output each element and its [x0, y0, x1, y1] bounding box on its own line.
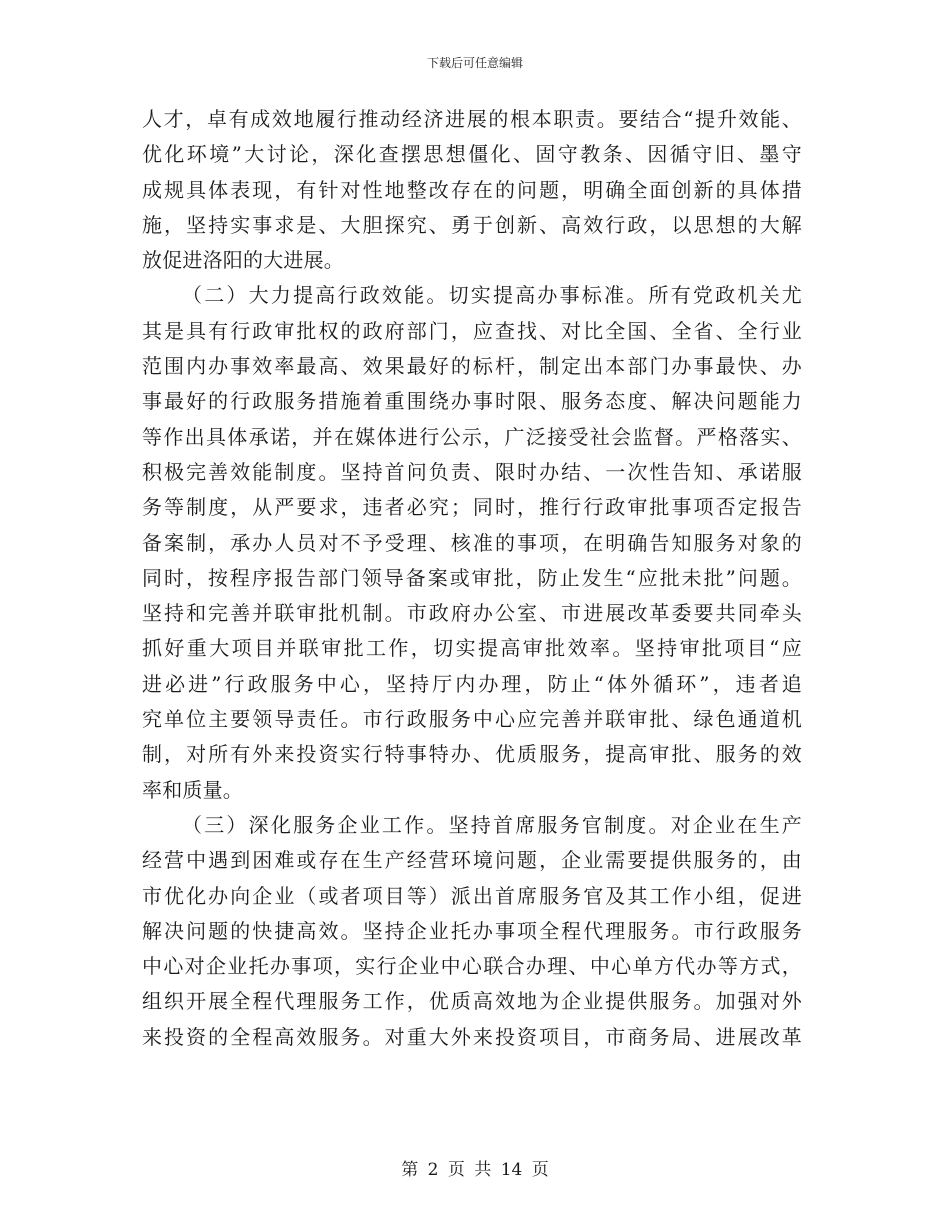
- text-line: 市优化办向企业（或者项目等）派出首席服务官及其工作小组，促进: [142, 883, 802, 908]
- text-line: 抓好重大项目并联审批工作，切实提高审批效率。坚持审批项目“应: [142, 636, 802, 661]
- text-line: 率和质量。: [142, 777, 243, 802]
- text-line: 务等制度，从严要求，违者必究；同时，推行行政审批事项否定报告: [142, 495, 802, 520]
- text-line: 究单位主要领导责任。市行政服务中心应完善并联审批、绿色通道机: [142, 707, 802, 732]
- text-line: 事最好的行政服务措施着重围绕办事时限、服务态度、解决问题能力: [142, 389, 802, 414]
- document-body: [142, 102, 802, 1055]
- text-line: 范围内办事效率最高、效果最好的标杆，制定出本部门办事最快、办: [142, 354, 802, 379]
- text-line: 进必进”行政服务中心，坚持厅内办理，防止“体外循环”，违者追: [142, 671, 802, 696]
- text-line: 解决问题的快捷高效。坚持企业托办事项全程代理服务。市行政服务: [142, 918, 802, 943]
- text-line: 经营中遇到困难或存在生产经营环境问题，企业需要提供服务的，由: [142, 848, 802, 873]
- page-header: 下载后可任意编辑: [426, 56, 523, 70]
- text-line: 优化环境”大讨论，深化查摆思想僵化、固守教条、因循守旧、墨守: [142, 142, 802, 167]
- page-number-footer: 第 2 页 共 14 页: [401, 1160, 549, 1180]
- text-line: 施，坚持实事求是、大胆探究、勇于创新、高效行政，以思想的大解: [142, 212, 802, 237]
- text-line: 等作出具体承诺，并在媒体进行公示，广泛接受社会监督。严格落实、: [142, 424, 802, 449]
- text-line: 成规具体表现，有针对性地整改存在的问题，明确全面创新的具体措: [142, 177, 802, 202]
- text-line: 人才，卓有成效地履行推动经济进展的根本职责。要结合“提升效能、: [142, 107, 802, 131]
- text-line: 中心对企业托办事项，实行企业中心联合办理、中心单方代办等方式，: [142, 954, 802, 979]
- text-line: 备案制，承办人员对不予受理、核准的事项，在明确告知服务对象的: [142, 530, 802, 555]
- text-line: 坚持和完善并联审批机制。市政府办公室、市进展改革委要共同牵头: [142, 601, 802, 626]
- text-line: 同时，按程序报告部门领导备案或审批，防止发生“应批未批”问题。: [142, 565, 802, 590]
- text-line: 组织开展全程代理服务工作，优质高效地为企业提供服务。加强对外: [142, 989, 802, 1014]
- paragraph-heading-3: （三）深化服务企业工作。坚持首席服务官制度。对企业在生产: [182, 812, 802, 837]
- text-line: 放促进洛阳的大进展。: [142, 248, 344, 273]
- text-line: 其是具有行政审批权的政府部门，应查找、对比全国、全省、全行业: [142, 318, 802, 343]
- text-line: 积极完善效能制度。坚持首问负责、限时办结、一次性告知、承诺服: [142, 459, 802, 484]
- text-line: 制，对所有外来投资实行特事特办、优质服务，提高审批、服务的效: [142, 742, 802, 767]
- paragraph-heading-2: （二）大力提高行政效能。切实提高办事标准。所有党政机关尤: [182, 283, 802, 308]
- text-line: 来投资的全程高效服务。对重大外来投资项目，市商务局、进展改革: [142, 1024, 802, 1049]
